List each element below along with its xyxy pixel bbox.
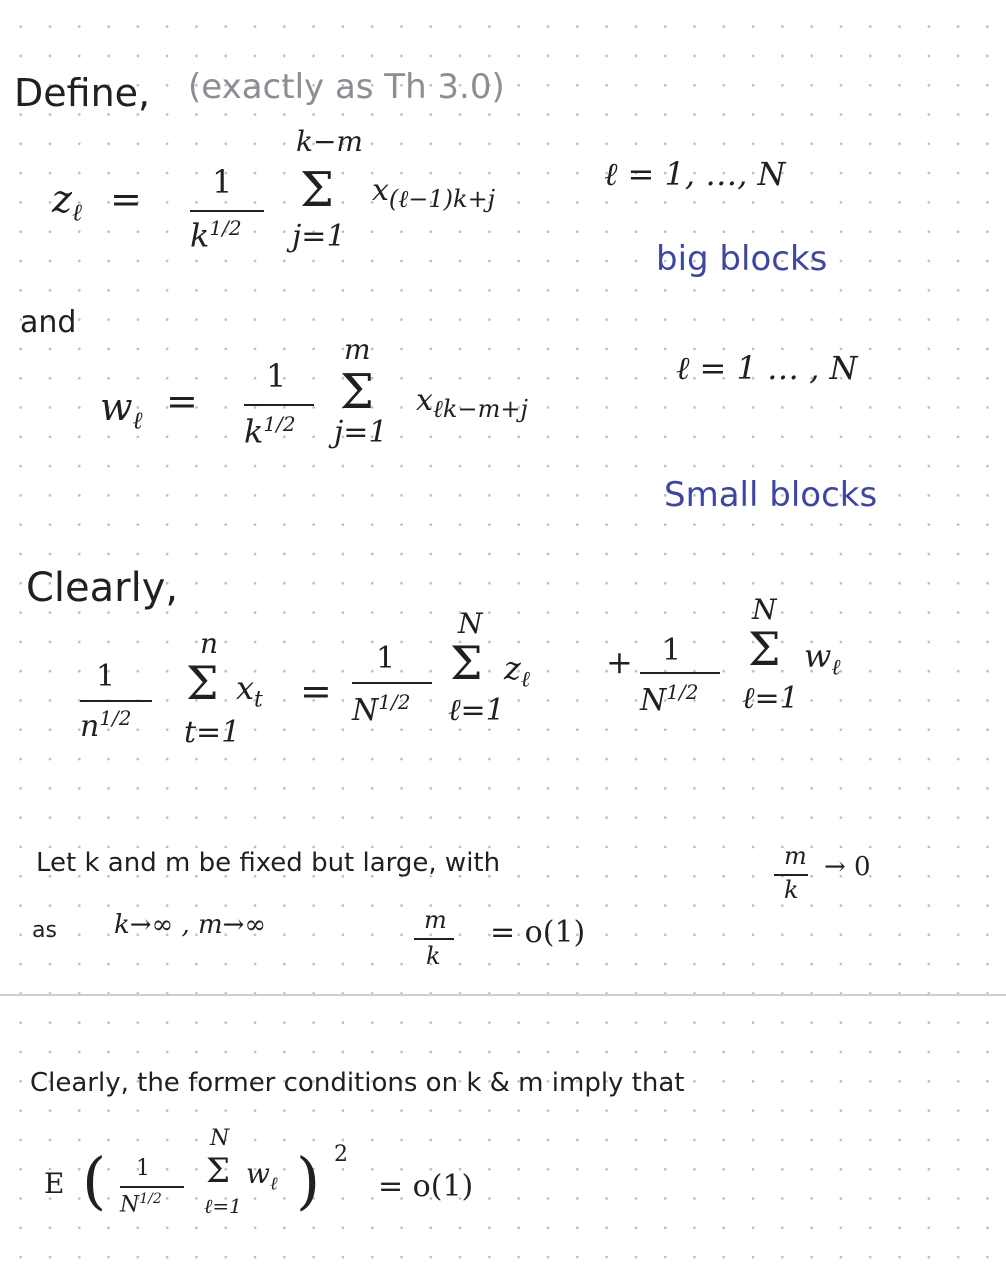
expect-sum-symbol: Σ (206, 1151, 231, 1191)
expect-sum-upper: N (210, 1126, 230, 1151)
decomp-sum3-upper: N (752, 593, 777, 626)
decomp-frac2-numerator: 1 (376, 641, 396, 676)
decomp-equals: = (300, 669, 332, 713)
z-term: $x_{(\ell-1)k+j}$ (372, 173, 496, 213)
decomp-frac1-numerator: 1 (96, 659, 116, 694)
decomp-sum1-symbol: Σ (186, 656, 219, 710)
w-sum-upper: m (344, 333, 371, 366)
decomp-frac3-numerator: 1 (662, 633, 682, 668)
decomp-sum1-lower: t=1 (184, 715, 241, 750)
w-lhs: $w_\ell$ (100, 385, 143, 435)
small-blocks-note: Small blocks (664, 475, 878, 515)
clearly-word: Clearly, (26, 565, 179, 611)
w-frac-denominator: $k^{1/2}$ (244, 412, 296, 451)
z-lhs: $z_\ell$ (52, 177, 83, 227)
define-word: Define, (14, 71, 151, 115)
expect-sum-lower: ℓ=1 (204, 1194, 242, 1218)
clearly-conditions-text: Clearly, the former conditions on k & m imply that (30, 1068, 685, 1098)
decomp-frac1-denominator: $n^{1/2}$ (80, 706, 132, 744)
decomp-frac2-denominator: $N^{1/2}$ (352, 690, 411, 728)
let-line-text: Let k and m be fixed but large, with (36, 848, 501, 878)
expect-open-paren: ( (82, 1144, 107, 1217)
z-frac-numerator: 1 (212, 163, 233, 201)
w-sum-lower: j=1 (334, 415, 388, 450)
z-sum-lower: j=1 (292, 219, 346, 254)
z-frac-denominator: $k^{1/2}$ (190, 216, 242, 255)
decomp-term3: $w_\ell$ (804, 637, 841, 681)
expect-frac-denominator: $N^{1/2}$ (120, 1191, 162, 1218)
decomp-sum3-lower: ℓ=1 (742, 681, 799, 716)
z-sum-symbol: Σ (300, 162, 334, 218)
decomp-sum2-symbol: Σ (450, 636, 483, 690)
big-blocks-note: big blocks (656, 239, 828, 279)
w-frac-bar (244, 404, 314, 406)
decomp-sum2-lower: ℓ=1 (448, 693, 505, 728)
decomp-frac3-bar (640, 672, 720, 674)
expect-power: 2 (334, 1142, 348, 1167)
w-equals: = (166, 379, 198, 423)
expect-frac-numerator: 1 (136, 1156, 150, 1181)
decomp-frac2-bar (352, 682, 432, 684)
as-limits: k→∞ , m→∞ (114, 910, 267, 940)
section-divider (0, 994, 1006, 996)
z-frac-bar (190, 210, 264, 212)
as-frac-bar (414, 938, 454, 940)
let-frac-numerator: m (784, 842, 807, 870)
expect-term: $w_\ell$ (246, 1157, 278, 1195)
as-frac-numerator: m (424, 906, 447, 934)
decomp-term2: $z_\ell$ (504, 649, 531, 693)
let-frac-denominator: k (784, 876, 799, 904)
as-frac-denominator: k (426, 942, 441, 970)
decomp-frac1-bar (80, 700, 152, 702)
expect-close-paren: ) (296, 1144, 321, 1217)
decomp-sum3-symbol: Σ (748, 622, 781, 676)
as-word: as (32, 918, 57, 943)
decomp-sum1-upper: n (200, 627, 219, 660)
decomp-frac3-denominator: $N^{1/2}$ (640, 680, 699, 718)
w-term: $x_{\ell k-m+j}$ (416, 383, 528, 423)
z-range: ℓ = 1, …, N (604, 155, 786, 193)
decomp-sum2-upper: N (458, 607, 483, 640)
w-sum-symbol: Σ (340, 364, 374, 420)
z-equals: = (110, 177, 142, 221)
expect-E: E (44, 1167, 65, 1200)
z-sum-upper: k−m (296, 125, 363, 158)
and-word: and (20, 305, 77, 340)
w-frac-numerator: 1 (266, 357, 287, 395)
expect-frac-bar (120, 1186, 184, 1188)
decomp-term1: $x_t$ (236, 669, 263, 713)
define-note: (exactly as Th 3.0) (188, 67, 505, 107)
w-range: ℓ = 1 … , N (676, 349, 858, 387)
expect-result: = o(1) (378, 1169, 474, 1204)
decomp-plus: + (606, 643, 633, 681)
let-arrow: → 0 (824, 852, 871, 882)
as-result: = o(1) (490, 915, 586, 950)
